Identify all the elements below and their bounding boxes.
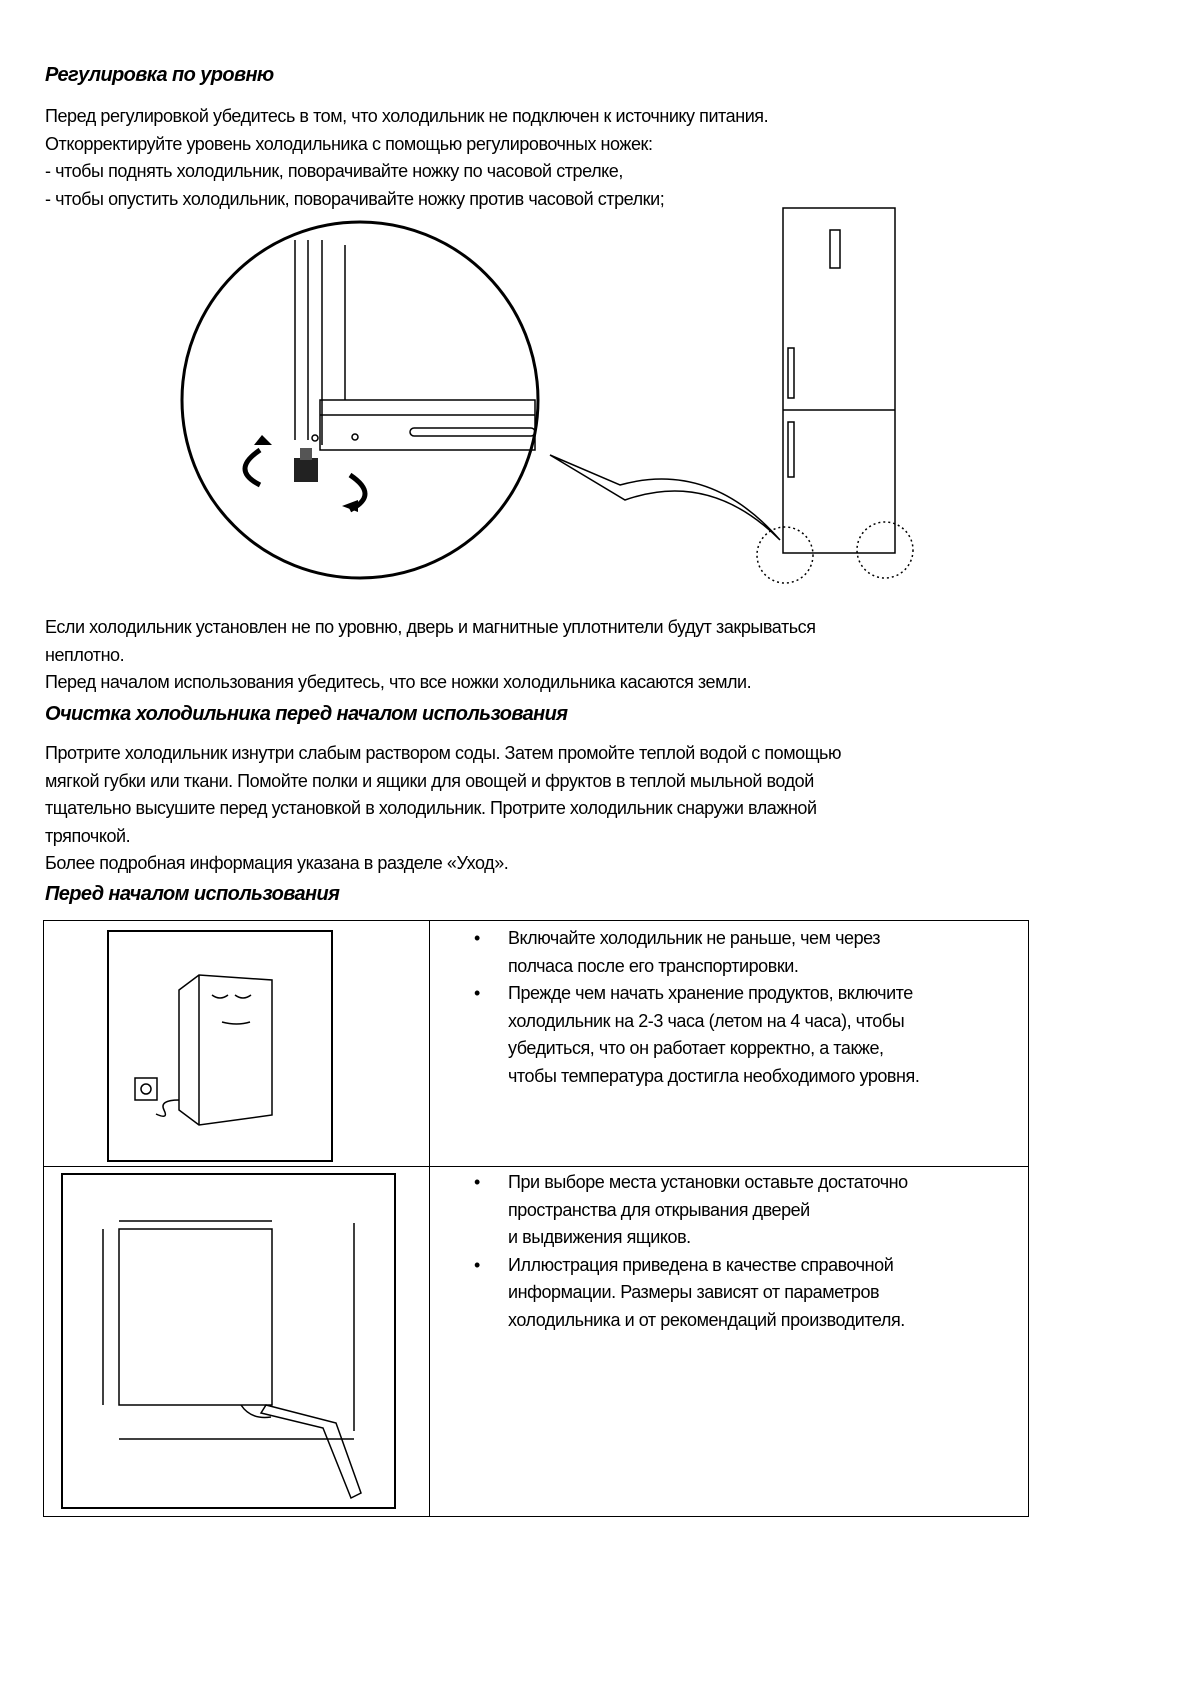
- clearance-diagram: [61, 1173, 396, 1510]
- text-line: Если холодильник установлен не по уровню, дверь и магнитные уплотнители будут закрываться: [45, 617, 816, 637]
- text-line: • Прежде чем начать хранение продуктов, включите: [508, 983, 913, 1003]
- bullet-item: [474, 980, 1014, 1090]
- row2-bullets: [474, 1169, 1014, 1334]
- text-line: • Иллюстрация приведена в качестве справочной: [508, 1254, 894, 1275]
- text-line: пространства для открывания дверей: [508, 1199, 810, 1220]
- text-line: убедиться, что он работает корректно, а также,: [508, 1038, 884, 1058]
- row1-bullets: [474, 925, 1014, 1090]
- row-divider: [44, 1166, 1028, 1167]
- text-line: Более подробная информация указана в разделе «Уход».: [45, 853, 509, 873]
- text-line: Откорректируйте уровень холодильника с помощью регулировочных ножек:: [45, 133, 653, 154]
- text-line: информации. Размеры зависят от параметров: [508, 1282, 880, 1302]
- leveling-note: [45, 614, 816, 697]
- text-line: чтобы температура достигла необходимого уровня.: [508, 1065, 920, 1086]
- text-line: тряпочкой.: [45, 825, 131, 846]
- column-divider: [429, 921, 430, 1516]
- section-title-cleaning: Очистка холодильника перед началом использования: [45, 703, 568, 725]
- text-line: полчаса после его транспортировки.: [508, 955, 799, 976]
- bullet-item: [474, 925, 1014, 980]
- leveling-text: [45, 103, 768, 213]
- text-line: Перед началом использования убедитесь, что все ножки холодильника касаются земли.: [45, 672, 752, 692]
- bullet-item: [474, 1169, 1014, 1252]
- fridge-plugged-illustration: [107, 930, 333, 1162]
- text-line: и выдвижения ящиков.: [508, 1227, 691, 1247]
- bullet-item: [474, 1252, 1014, 1335]
- text-line: мягкой губки или ткани. Помойте полки и ящики для овощей и фруктов в теплой мыльной водой: [45, 770, 814, 791]
- text-line: Перед регулировкой убедитесь в том, что холодильник не подключен к источнику питания.: [45, 106, 769, 126]
- text-line: неплотно.: [45, 644, 125, 665]
- text-line: тщательно высушите перед установкой в холодильник. Протрите холодильник снаружи влажной: [45, 798, 817, 818]
- section-title-before-use: Перед началом использования: [45, 883, 340, 905]
- before-use-table: [43, 920, 1029, 1517]
- text-line: - чтобы поднять холодильник, поворачивайте ножку по часовой стрелке,: [45, 161, 623, 181]
- text-line: - чтобы опустить холодильник, поворачивайте ножку против часовой стрелки;: [45, 188, 665, 209]
- leveling-illustration: [170, 200, 930, 610]
- text-line: • Включайте холодильник не раньше, чем через: [508, 928, 881, 948]
- text-line: • При выборе места установки оставьте достаточно: [508, 1172, 908, 1192]
- text-line: холодильник на 2-3 часа (летом на 4 часа), чтобы: [508, 1010, 905, 1031]
- section-title-leveling: Регулировка по уровню: [45, 64, 274, 86]
- text-line: холодильника и от рекомендаций производителя.: [508, 1309, 905, 1330]
- cleaning-text: [45, 740, 841, 878]
- text-line: Протрите холодильник изнутри слабым раствором соды. Затем промойте теплой водой с помощью: [45, 743, 842, 763]
